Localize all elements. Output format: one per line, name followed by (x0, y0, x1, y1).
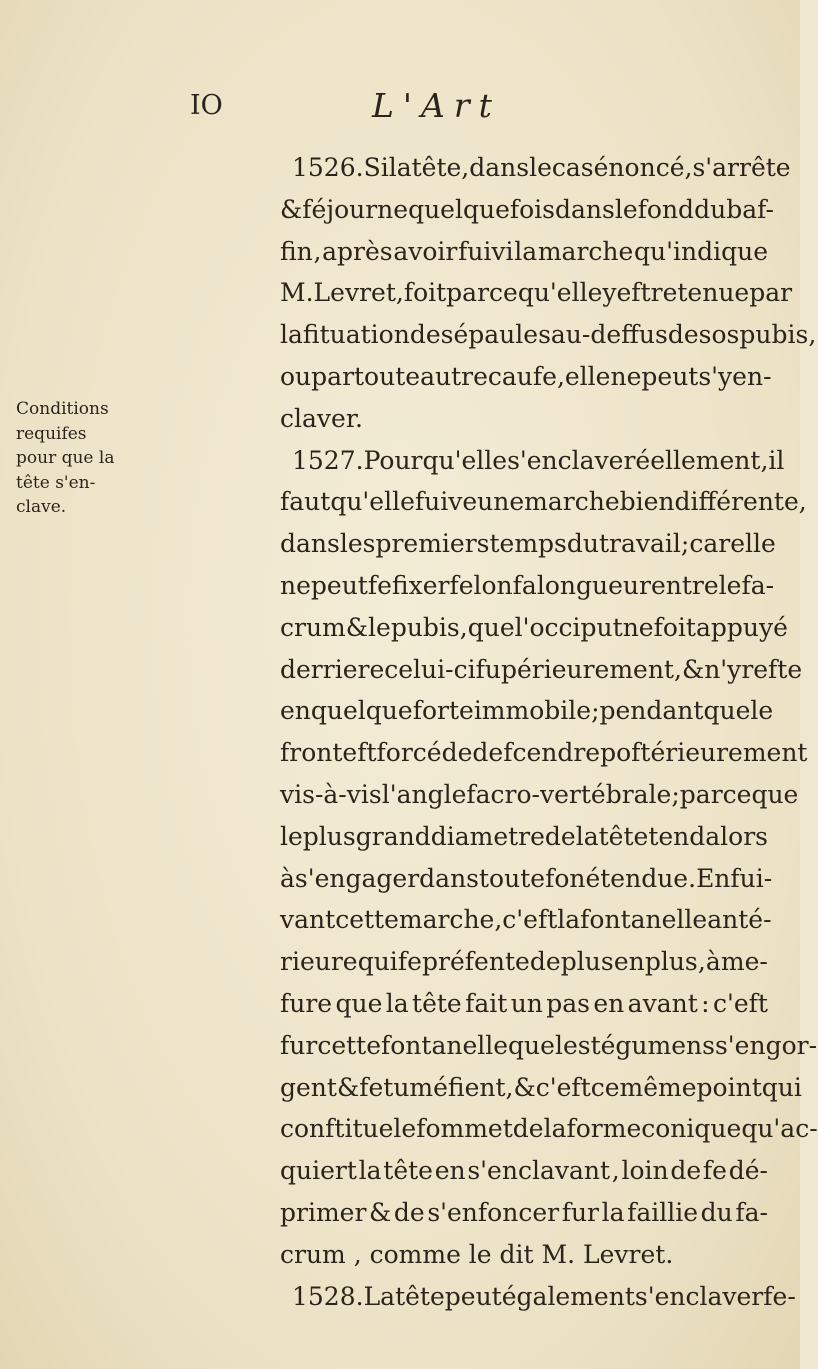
margin-note-line: Conditions (16, 399, 109, 419)
text-line: vant cette marche , c'eft la fontanelle anté- (280, 905, 772, 935)
text-line: 1526. Si la tête, dans le cas énoncé, s'arrête (292, 153, 791, 182)
margin-note (16, 397, 136, 520)
text-line: dans les premiers temps du travail ; car elle (280, 529, 776, 559)
page-number: IO (190, 90, 223, 121)
text-line: front eft forcé de defcendre poftérieurement (280, 738, 808, 768)
text-line: à s'engager dans toute fon étendue. En fui- (280, 863, 773, 893)
text-line: ne peut fe fixer felon fa longueur entre le fa- (280, 570, 775, 600)
margin-note-line: clave. (16, 497, 67, 517)
text-line: le plus grand diametre de la tête tend alors (280, 821, 768, 851)
margin-note-line: requifes (16, 423, 87, 444)
margin-note-line: pour que la (16, 448, 115, 468)
page-header (0, 86, 800, 136)
text-line: la fituation des épaules au-deffus des os pubis , (280, 320, 817, 350)
text-line: 1527. Pour qu'elle s'enclave réellement , il (292, 445, 785, 475)
text-line: en quelque forte immobile ; pendant que le (280, 696, 774, 726)
text-line: crum , comme le dit M. Levret. (280, 1239, 674, 1269)
text-line: 1528. La tête peut également s'enclaver fe- (292, 1281, 796, 1311)
text-line: crum & le pubis , que l'occiput ne foit appuyé (280, 612, 788, 642)
text-line: gent & fe tuméfient , & c'eft ce même point qui (280, 1072, 802, 1102)
text-line: ou par toute autre caufe , elle ne peut s'y en- (280, 361, 772, 391)
text-line: conftitue le fommet de la forme conique qu'ac- (280, 1114, 818, 1144)
text-line: claver. (280, 403, 363, 433)
text-line: rieure qui fe préfente de plus en plus , à me- (280, 947, 768, 977)
text-line: M. Levret , foit parce qu'elle y eft retenue par (280, 278, 793, 308)
body-text (280, 147, 818, 1317)
running-title: L'Art (372, 86, 501, 125)
text-line: fin , après avoir fuivi la marche qu'indique (280, 236, 768, 266)
text-line: derriere celui-ci fupérieurement , & n'y refte (280, 654, 803, 684)
text-line: fur cette fontanelle que les tégumens s'engor- (280, 1030, 818, 1060)
text-line: vis-à-vis l'angle facro-vertébrale ; parce que (280, 779, 799, 809)
text-line: fure que la tête fait un pas en avant : c'eft (280, 988, 768, 1018)
text-line: faut qu'elle fuive une marche bien différente , (280, 487, 807, 517)
text-line: & féjourne quelquefois dans le fond du baf- (280, 194, 774, 224)
text-line: primer & de s'enfoncer fur la faillie du fa- (280, 1197, 768, 1227)
margin-note-line: tête s'en- (16, 472, 96, 493)
text-line: quiert la tête en s'enclavant , loin de fe dé- (280, 1156, 768, 1186)
